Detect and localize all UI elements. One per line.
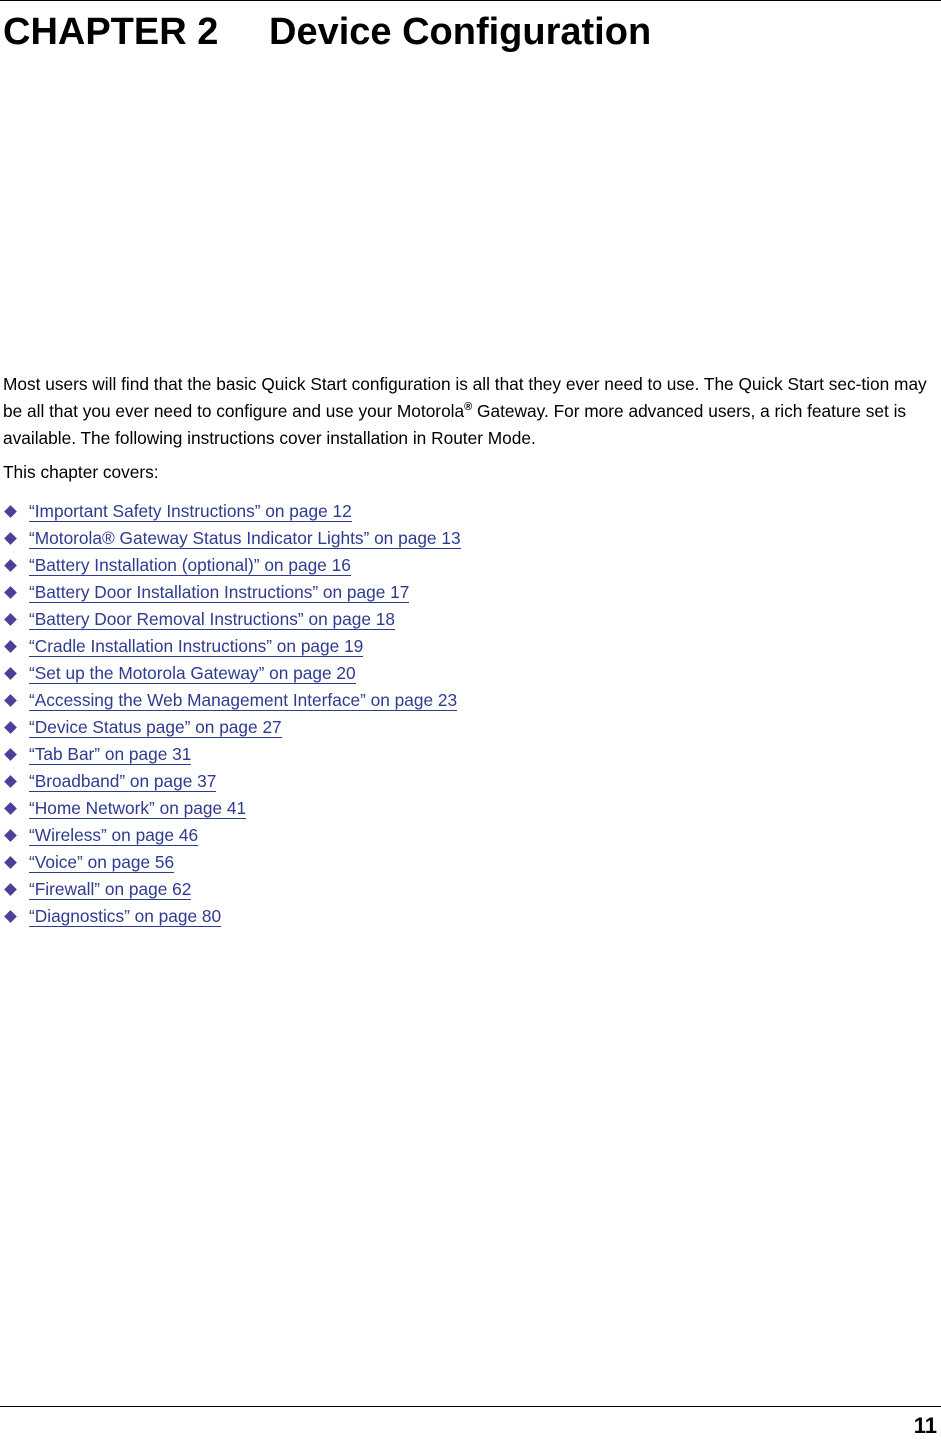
toc-link-device-status-page[interactable]: “Device Status page” on page 27	[29, 716, 282, 737]
diamond-bullet-icon	[4, 532, 17, 545]
diamond-bullet-icon	[4, 505, 17, 518]
list-item	[3, 579, 461, 606]
list-item	[3, 876, 461, 903]
chapter-topic-list	[3, 498, 461, 930]
list-item	[3, 687, 461, 714]
diamond-bullet-icon	[4, 559, 17, 572]
list-item	[3, 849, 461, 876]
list-item	[3, 498, 461, 525]
toc-link-home-network[interactable]: “Home Network” on page 41	[29, 797, 247, 818]
list-item	[3, 606, 461, 633]
diamond-bullet-icon	[4, 694, 17, 707]
toc-link-battery-door-installation[interactable]: “Battery Door Installation Instructions” on page 17	[29, 581, 410, 602]
diamond-bullet-icon	[4, 856, 17, 869]
diamond-bullet-icon	[4, 721, 17, 734]
toc-link-firewall[interactable]: “Firewall” on page 62	[29, 878, 192, 899]
list-item	[3, 633, 461, 660]
intro-text-part2: Gateway. For more advanced users, a rich feature set is available. The following instructions cover installation in Router Mode.	[3, 401, 907, 448]
diamond-bullet-icon	[4, 667, 17, 680]
toc-link-battery-installation[interactable]: “Battery Installation (optional)” on page 16	[29, 554, 351, 575]
list-item	[3, 741, 461, 768]
registered-mark: ®	[464, 401, 473, 413]
intro-paragraph	[3, 371, 937, 452]
diamond-bullet-icon	[4, 640, 17, 653]
list-item	[3, 660, 461, 687]
diamond-bullet-icon	[4, 586, 17, 599]
toc-link-diagnostics[interactable]: “Diagnostics” on page 80	[29, 905, 222, 926]
chapter-title: Device Configuration	[269, 11, 652, 53]
toc-link-voice[interactable]: “Voice” on page 56	[29, 851, 175, 872]
toc-link-safety-instructions[interactable]: “Important Safety Instructions” on page 12	[29, 500, 352, 521]
toc-link-wireless[interactable]: “Wireless” on page 46	[29, 824, 199, 845]
toc-link-tab-bar[interactable]: “Tab Bar” on page 31	[29, 743, 192, 764]
list-item	[3, 795, 461, 822]
list-item	[3, 768, 461, 795]
toc-link-set-up-gateway[interactable]: “Set up the Motorola Gateway” on page 20	[29, 662, 356, 683]
list-item	[3, 822, 461, 849]
page-number: 11	[913, 1413, 937, 1438]
diamond-bullet-icon	[4, 883, 17, 896]
diamond-bullet-icon	[4, 775, 17, 788]
list-item	[3, 903, 461, 930]
toc-link-broadband[interactable]: “Broadband” on page 37	[29, 770, 217, 791]
chapter-number: CHAPTER 2	[3, 11, 219, 53]
toc-link-battery-door-removal[interactable]: “Battery Door Removal Instructions” on page 18	[29, 608, 395, 629]
diamond-bullet-icon	[4, 829, 17, 842]
top-rule	[0, 0, 941, 1]
list-item	[3, 714, 461, 741]
diamond-bullet-icon	[4, 613, 17, 626]
toc-link-cradle-installation[interactable]: “Cradle Installation Instructions” on page 19	[29, 635, 364, 656]
diamond-bullet-icon	[4, 802, 17, 815]
diamond-bullet-icon	[4, 748, 17, 761]
toc-link-web-management-interface[interactable]: “Accessing the Web Management Interface” on page 23	[29, 689, 458, 710]
list-item	[3, 525, 461, 552]
intro-text-part1: Most users will find that the basic Quick Start configuration is all that they ever need to use. The Quick Start sec-tion may be all that you ever need to configure and use your Motorola	[3, 374, 927, 421]
diamond-bullet-icon	[4, 910, 17, 923]
list-item	[3, 552, 461, 579]
chapter-covers-label: This chapter covers:	[3, 462, 159, 482]
chapter-heading	[3, 10, 651, 54]
toc-link-status-indicator-lights[interactable]: “Motorola® Gateway Status Indicator Lights” on page 13	[29, 527, 461, 548]
footer-rule	[0, 1406, 941, 1407]
